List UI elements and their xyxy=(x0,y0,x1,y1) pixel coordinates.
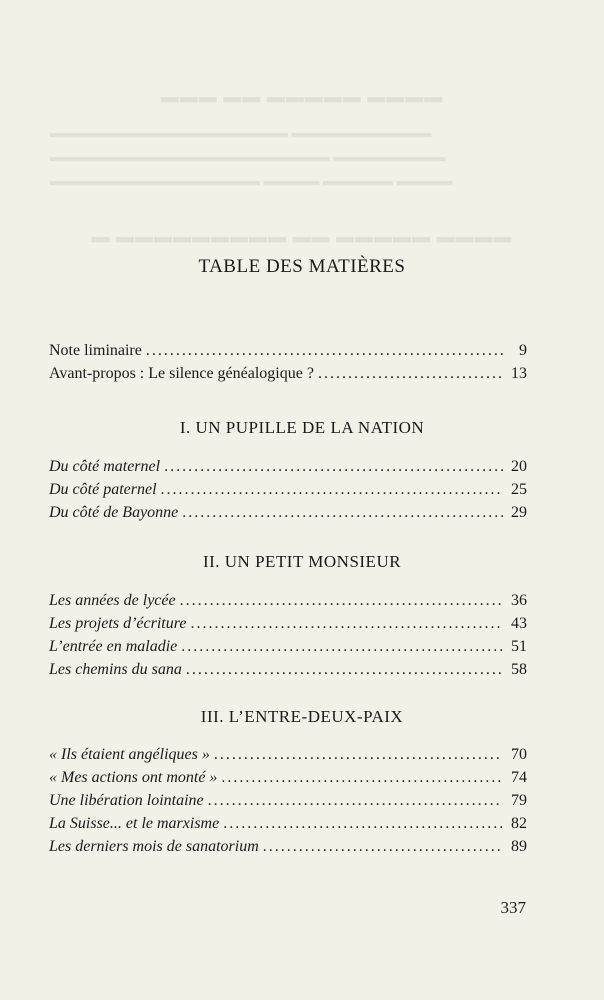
toc-entry-page: 58 xyxy=(511,661,527,678)
dot-leader xyxy=(146,339,503,362)
part-title: I. UN PUPILLE DE LA NATION xyxy=(179,418,425,437)
part-title: II. UN PETIT MONSIEUR xyxy=(202,552,402,571)
dot-leader xyxy=(190,612,503,635)
toc-entry-page: 79 xyxy=(511,792,527,809)
toc-entry[interactable] xyxy=(49,589,527,612)
toc-entry[interactable] xyxy=(49,501,527,524)
toc-entry[interactable] xyxy=(49,743,527,766)
toc-part-1 xyxy=(49,455,527,524)
toc-entry-page: 82 xyxy=(511,815,527,832)
show-through-decoration: ▬▬▬▬▬▬▬▬ ▬▬▬▬▬▬▬▬▬▬▬▬▬▬▬▬▬▬▬▬ xyxy=(50,153,446,168)
toc-entry-label: Les années de lycée xyxy=(49,592,176,609)
toc-part-2 xyxy=(49,589,527,681)
toc-entry[interactable] xyxy=(49,812,527,835)
toc-entry[interactable] xyxy=(49,835,527,858)
toc-entry-label: Du côté paternel xyxy=(49,481,157,498)
toc-entry[interactable] xyxy=(49,766,527,789)
toc-entry-page: 51 xyxy=(511,638,527,655)
toc-entry-label: « Ils étaient angéliques » xyxy=(49,746,210,763)
toc-entry-label: L’entrée en maladie xyxy=(49,638,178,655)
toc-entry-label: Une libération lointaine xyxy=(49,792,204,809)
dot-leader xyxy=(180,589,503,612)
show-through-decoration: ▬▬▬▬ ▬▬▬▬▬ ▬▬▬▬ ▬▬▬▬▬▬▬▬▬▬▬▬▬▬▬ xyxy=(50,177,453,192)
page-title: TABLE DES MATIÈRES xyxy=(198,256,406,277)
toc-entry-page: 29 xyxy=(511,504,527,521)
toc-front-matter xyxy=(49,339,527,385)
toc-entry[interactable] xyxy=(49,339,527,362)
page-number: 337 xyxy=(500,898,526,917)
toc-entry-page: 9 xyxy=(519,342,527,359)
toc-entry-page: 13 xyxy=(511,365,527,382)
dot-leader xyxy=(214,743,503,766)
show-through-decoration: ▬▬▬▬▬▬▬▬▬▬ ▬▬▬▬▬▬▬▬▬▬▬▬▬▬▬▬▬ xyxy=(50,129,432,144)
toc-entry-page: 70 xyxy=(511,746,527,763)
dot-leader xyxy=(161,478,503,501)
dot-leader xyxy=(182,501,503,524)
toc-entry-page: 36 xyxy=(511,592,527,609)
dot-leader xyxy=(181,635,503,658)
show-through-decoration: ▬ ▬▬▬▬▬▬▬▬▬ ▬▬ ▬▬▬▬▬ ▬▬▬▬ xyxy=(91,233,513,253)
toc-entry[interactable] xyxy=(49,612,527,635)
dot-leader xyxy=(208,789,503,812)
toc-entry-page: 43 xyxy=(511,615,527,632)
toc-entry-label: « Mes actions ont monté » xyxy=(49,769,218,786)
toc-entry[interactable] xyxy=(49,455,527,478)
toc-entry[interactable] xyxy=(49,635,527,658)
toc-entry-page: 20 xyxy=(511,458,527,475)
toc-entry-page: 25 xyxy=(511,481,527,498)
toc-entry-label: Du côté de Bayonne xyxy=(49,504,179,521)
toc-entry-label: Les projets d’écriture xyxy=(49,615,187,632)
toc-entry[interactable] xyxy=(49,789,527,812)
toc-entry-page: 89 xyxy=(511,838,527,855)
dot-leader xyxy=(221,766,503,789)
dot-leader xyxy=(186,658,503,681)
dot-leader xyxy=(164,455,503,478)
toc-entry-page: 74 xyxy=(511,769,527,786)
toc-entry[interactable] xyxy=(49,658,527,681)
toc-entry-label: Les chemins du sana xyxy=(49,661,182,678)
toc-entry-label: Note liminaire xyxy=(49,342,142,359)
dot-leader xyxy=(223,812,503,835)
toc-entry-label: Les derniers mois de sanatorium xyxy=(49,838,259,855)
toc-entry[interactable] xyxy=(49,478,527,501)
toc-part-3 xyxy=(49,743,527,858)
toc-entry[interactable] xyxy=(49,362,527,385)
dot-leader xyxy=(263,835,503,858)
show-through-decoration: ▬▬▬ ▬▬ ▬▬▬▬▬ ▬▬▬▬ xyxy=(160,93,444,113)
toc-entry-label: La Suisse... et le marxisme xyxy=(49,815,220,832)
toc-entry-label: Du côté maternel xyxy=(49,458,161,475)
dot-leader xyxy=(318,362,503,385)
toc-entry-label: Avant-propos : Le silence généalogique ? xyxy=(49,365,314,382)
part-title: III. L’ENTRE-DEUX-PAIX xyxy=(200,707,404,726)
